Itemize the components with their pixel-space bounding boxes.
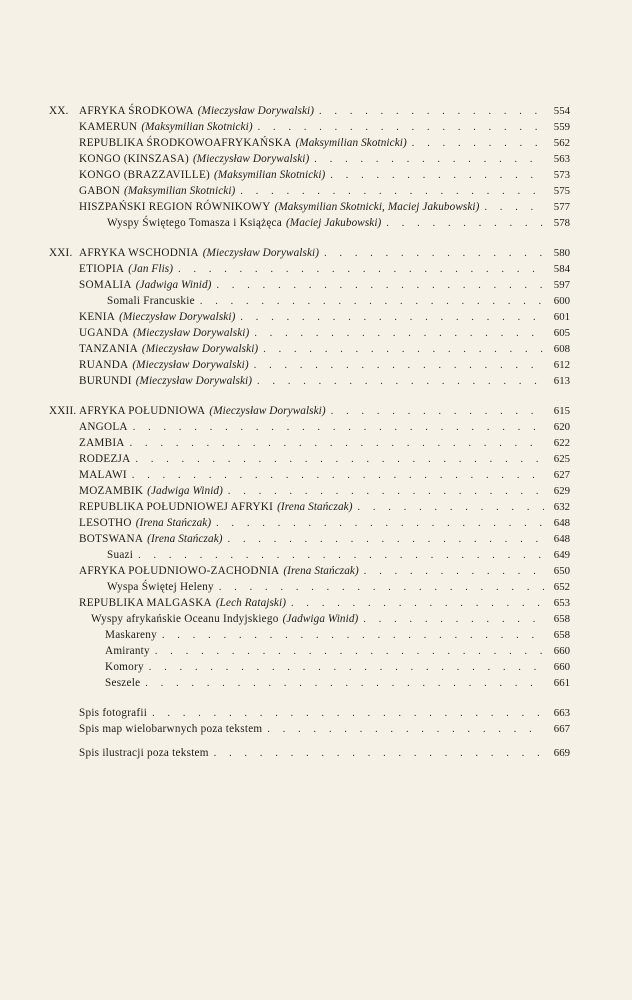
dot-leader <box>254 358 544 374</box>
entry-author: (Mieczysław Dorywalski) <box>141 343 259 355</box>
page-number: 667 <box>553 723 570 735</box>
page-number: 601 <box>553 311 570 323</box>
page-number: 660 <box>553 645 570 657</box>
entry-title: Spis ilustracji poza tekstem <box>79 747 209 759</box>
page-number: 629 <box>553 485 570 497</box>
toc-entry <box>49 277 570 293</box>
entry-title: LESOTHO <box>79 517 132 529</box>
dot-leader <box>319 104 544 120</box>
page-number: 613 <box>553 375 570 387</box>
toc-entry <box>49 659 570 675</box>
dot-leader <box>138 548 544 564</box>
entry-title: AFRYKA ŚRODKOWA <box>79 105 194 117</box>
entry-title: Spis fotografii <box>79 707 148 719</box>
entry-author: (Maksymilian Skotnicki) <box>214 169 326 181</box>
toc-entry-body <box>105 675 548 692</box>
toc-entry-body <box>79 721 548 738</box>
toc-entry-body <box>79 467 548 484</box>
entry-title: Komory <box>105 661 144 673</box>
dot-leader <box>254 326 544 342</box>
toc-entry-body <box>79 515 548 532</box>
dot-leader <box>258 120 544 136</box>
toc-entry-body <box>107 579 548 596</box>
page-number: 612 <box>553 359 570 371</box>
dot-leader <box>130 436 544 452</box>
toc-entry <box>49 675 570 691</box>
toc-entry <box>49 627 570 643</box>
toc-entry-body <box>79 167 548 184</box>
page-number: 625 <box>553 453 570 465</box>
page-number: 554 <box>553 105 570 117</box>
page-number: 632 <box>553 501 570 513</box>
toc-entry <box>49 245 570 261</box>
dot-leader <box>214 746 544 762</box>
toc-entry <box>49 119 570 135</box>
entry-title: BOTSWANA <box>79 533 144 545</box>
page-number: 608 <box>553 343 570 355</box>
toc-entry <box>49 451 570 467</box>
dot-leader <box>149 660 544 676</box>
toc-entry-body <box>79 309 548 326</box>
entry-title: ZAMBIA <box>79 437 125 449</box>
toc-entry-body <box>79 245 548 262</box>
entry-title: REPUBLIKA ŚRODKOWOAFRYKAŃSKA <box>79 137 292 149</box>
toc-entry-body <box>79 261 548 278</box>
page-number: 575 <box>553 185 570 197</box>
entry-author: (Irena Stańczak) <box>135 517 212 529</box>
toc-entry <box>49 483 570 499</box>
entry-title: Wyspa Świętej Heleny <box>107 581 214 593</box>
toc-entry <box>49 151 570 167</box>
toc-entry <box>49 611 570 627</box>
page-number: 563 <box>553 153 570 165</box>
page-number: 649 <box>553 549 570 561</box>
toc-entry-body <box>79 403 548 420</box>
dot-leader <box>386 216 544 232</box>
toc-entry <box>49 643 570 659</box>
entry-title: Maskareny <box>105 629 157 641</box>
toc-entry-body <box>79 373 548 390</box>
entry-title: HISZPAŃSKI REGION RÓWNIKOWY <box>79 201 271 213</box>
toc-entry <box>49 563 570 579</box>
dot-leader <box>216 278 544 294</box>
toc-entry <box>49 595 570 611</box>
entry-author: (Irena Stańczak) <box>283 565 359 577</box>
page-number: 652 <box>553 581 570 593</box>
toc-entry-body <box>91 611 548 628</box>
toc-entry <box>49 579 570 595</box>
page-number: 580 <box>553 247 570 259</box>
page-number: 605 <box>553 327 570 339</box>
toc-entry-body <box>107 547 548 564</box>
entry-title: RUANDA <box>79 359 129 371</box>
entry-author: (Lech Ratajski) <box>215 597 287 609</box>
entry-title: Wyspy Świętego Tomasza i Książęca <box>107 217 282 229</box>
dot-leader <box>267 722 544 738</box>
section-spacer <box>49 389 570 403</box>
entry-title: RODEZJA <box>79 453 131 465</box>
section-spacer <box>49 691 570 705</box>
page-number: 648 <box>553 517 570 529</box>
entry-title: Amiranty <box>105 645 150 657</box>
dot-leader <box>135 452 544 468</box>
dot-leader <box>484 200 544 216</box>
section-number: XXI. <box>49 247 73 259</box>
toc-entry-body <box>79 325 548 342</box>
toc-entry <box>49 373 570 389</box>
entry-author: (Mieczysław Dorywalski) <box>209 405 326 417</box>
dot-leader <box>152 706 544 722</box>
page-number: 584 <box>553 263 570 275</box>
page-number: 627 <box>553 469 570 481</box>
toc-entry <box>49 403 570 419</box>
page-number: 597 <box>553 279 570 291</box>
entry-title: Seszele <box>105 677 141 689</box>
page-number: 669 <box>553 747 570 759</box>
dot-leader <box>412 136 544 152</box>
entry-author: (Maksymilian Skotnicki) <box>124 185 236 197</box>
toc-entry <box>49 135 570 151</box>
toc-entry-body <box>79 705 548 722</box>
toc-entry <box>49 547 570 563</box>
page-number: 648 <box>553 533 570 545</box>
dot-leader <box>155 644 544 660</box>
dot-leader <box>200 294 544 310</box>
toc-entry-body <box>105 659 548 676</box>
dot-leader <box>331 404 544 420</box>
toc-entry-body <box>79 563 548 580</box>
page-number: 658 <box>553 629 570 641</box>
page-number: 600 <box>553 295 570 307</box>
page-number: 622 <box>553 437 570 449</box>
toc-entry-body <box>79 745 548 762</box>
entry-title: ANGOLA <box>79 421 128 433</box>
dot-leader <box>240 310 544 326</box>
toc-entry-body <box>79 103 548 120</box>
section-number: XXII. <box>49 405 77 417</box>
dot-leader <box>162 628 544 644</box>
entry-title: UGANDA <box>79 327 129 339</box>
dot-leader <box>132 468 544 484</box>
dot-leader <box>324 246 544 262</box>
toc-entry-body <box>105 627 548 644</box>
toc-entry <box>49 325 570 341</box>
toc-entry-body <box>79 341 548 358</box>
page-number: 661 <box>553 677 570 689</box>
toc-entry-body <box>107 293 548 310</box>
entry-title: GABON <box>79 185 121 197</box>
page-number: 653 <box>553 597 570 609</box>
toc-entry <box>49 261 570 277</box>
entry-title: KONGO (BRAZZAVILLE) <box>79 169 211 181</box>
toc-entry-body <box>79 277 548 294</box>
toc-entry-body <box>107 215 548 232</box>
dot-leader <box>228 484 544 500</box>
entry-author: (Maksymilian Skotnicki) <box>295 137 407 149</box>
dot-leader <box>228 532 544 548</box>
entry-title: AFRYKA WSCHODNIA <box>79 247 199 259</box>
entry-author: (Maksymilian Skotnicki, Maciej Jakubowski) <box>274 201 480 213</box>
entry-author: (Mieczysław Dorywalski) <box>192 153 310 165</box>
toc-entry <box>49 435 570 451</box>
toc-entry-body <box>79 419 548 436</box>
toc-entry <box>49 357 570 373</box>
toc-entry-body <box>79 531 548 548</box>
dot-leader <box>358 500 544 516</box>
dot-leader <box>257 374 544 390</box>
page-number: 663 <box>553 707 570 719</box>
dot-leader <box>364 564 544 580</box>
toc-entry-body <box>79 119 548 136</box>
toc-entry <box>49 199 570 215</box>
dot-leader <box>133 420 544 436</box>
page-number: 658 <box>553 613 570 625</box>
page-number: 650 <box>553 565 570 577</box>
toc-entry-body <box>79 135 548 152</box>
entry-title: REPUBLIKA MALGASKA <box>79 597 212 609</box>
section-spacer <box>49 737 570 745</box>
entry-title: SOMALIA <box>79 279 132 291</box>
page-number: 615 <box>553 405 570 417</box>
toc-entry-body <box>79 357 548 374</box>
entry-title: REPUBLIKA POŁUDNIOWEJ AFRYKI <box>79 501 274 513</box>
entry-title: KAMERUN <box>79 121 138 133</box>
entry-author: (Irena Stańczak) <box>277 501 353 513</box>
toc-entry-body <box>79 199 548 216</box>
dot-leader <box>314 152 544 168</box>
page-number: 620 <box>553 421 570 433</box>
entry-author: (Maciej Jakubowski) <box>285 217 382 229</box>
toc-entry <box>49 515 570 531</box>
toc-entry <box>49 341 570 357</box>
toc-entry <box>49 103 570 119</box>
entry-author: (Jadwiga Winid) <box>135 279 212 291</box>
toc-entry-body <box>79 595 548 612</box>
section-spacer <box>49 231 570 245</box>
page-number: 562 <box>553 137 570 149</box>
entry-author: (Mieczysław Dorywalski) <box>202 247 320 259</box>
dot-leader <box>263 342 544 358</box>
toc-entry <box>49 419 570 435</box>
toc-entry <box>49 309 570 325</box>
entry-author: (Jadwiga Winid) <box>147 485 223 497</box>
section-number: XX. <box>49 105 69 117</box>
dot-leader <box>240 184 544 200</box>
entry-title: TANZANIA <box>79 343 138 355</box>
toc-entry <box>49 167 570 183</box>
page-number: 577 <box>553 201 570 213</box>
entry-author: (Jan Flis) <box>128 263 174 275</box>
dot-leader <box>216 516 544 532</box>
toc-entry <box>49 499 570 515</box>
entry-title: MOZAMBIK <box>79 485 144 497</box>
entry-title: Wyspy afrykańskie Oceanu Indyjskiego <box>91 613 279 625</box>
dot-leader <box>178 262 544 278</box>
entry-title: AFRYKA POŁUDNIOWA <box>79 405 206 417</box>
page-number: 578 <box>553 217 570 229</box>
dot-leader <box>363 612 544 628</box>
toc-entry-body <box>79 483 548 500</box>
dot-leader <box>330 168 544 184</box>
entry-title: Suazi <box>107 549 134 561</box>
entry-author: (Jadwiga Winid) <box>282 613 359 625</box>
toc-entry-body <box>79 499 548 516</box>
toc-entry <box>49 183 570 199</box>
toc-entry <box>49 215 570 231</box>
back-matter-entry <box>49 705 570 721</box>
entry-title: Spis map wielobarwnych poza tekstem <box>79 723 263 735</box>
entry-author: (Maksymilian Skotnicki) <box>141 121 253 133</box>
toc-entry-body <box>79 183 548 200</box>
entry-title: ETIOPIA <box>79 263 125 275</box>
toc-entry <box>49 531 570 547</box>
entry-author: (Mieczysław Dorywalski) <box>135 375 253 387</box>
dot-leader <box>219 580 544 596</box>
entry-author: (Irena Stańczak) <box>147 533 223 545</box>
toc-entry <box>49 293 570 309</box>
entry-title: BURUNDI <box>79 375 132 387</box>
entry-author: (Mieczysław Dorywalski) <box>132 327 250 339</box>
toc-entry-body <box>79 151 548 168</box>
table-of-contents <box>49 103 570 761</box>
dot-leader <box>291 596 544 612</box>
toc-entry <box>49 467 570 483</box>
entry-title: AFRYKA POŁUDNIOWO-ZACHODNIA <box>79 565 280 577</box>
entry-title: KENIA <box>79 311 116 323</box>
entry-author: (Mieczysław Dorywalski) <box>119 311 236 323</box>
back-matter-entry <box>49 745 570 761</box>
page-number: 573 <box>553 169 570 181</box>
entry-title: Somali Francuskie <box>107 295 195 307</box>
dot-leader <box>145 676 544 692</box>
entry-title: MALAWI <box>79 469 127 481</box>
page-number: 559 <box>553 121 570 133</box>
toc-entry-body <box>79 435 548 452</box>
back-matter-entry <box>49 721 570 737</box>
entry-author: (Mieczysław Dorywalski) <box>132 359 249 371</box>
toc-entry-body <box>105 643 548 660</box>
entry-author: (Mieczysław Dorywalski) <box>197 105 315 117</box>
entry-title: KONGO (KINSZASA) <box>79 153 189 165</box>
page-number: 660 <box>553 661 570 673</box>
toc-entry-body <box>79 451 548 468</box>
